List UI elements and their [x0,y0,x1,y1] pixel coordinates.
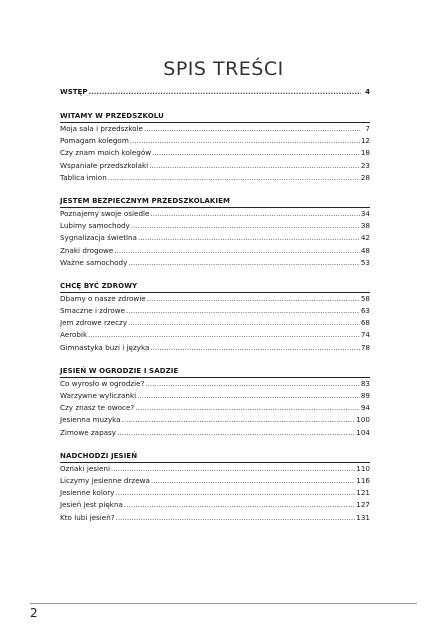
toc-entry-page: 94 [360,403,370,413]
toc-entry[interactable] [60,208,370,220]
toc-entry[interactable] [60,293,370,305]
toc-entry-label: Jesienna muzyka [60,415,121,425]
toc-entry-label: Poznajemy swoje osiedle [60,208,150,218]
toc-entry[interactable] [60,414,370,426]
toc-entry[interactable] [60,378,370,390]
dot-leader [117,427,355,439]
toc-entry-page: 89 [360,391,370,400]
toc-entry[interactable] [60,487,370,499]
toc-entry[interactable] [60,172,370,184]
toc-entry[interactable] [60,499,370,511]
section-heading: JESIEŃ W OGRODZIE I SADZIE [60,367,370,378]
dot-leader [138,232,360,244]
toc-entry-label: Oznaki jesieni [60,463,110,473]
toc-entry-page: 100 [356,415,370,425]
footer-divider [30,603,417,604]
dot-leader [114,245,359,257]
table-of-contents [60,85,370,524]
toc-entry-label: Liczymy jesienne drzewa [60,475,150,485]
toc-entry-page: 83 [360,378,370,388]
dot-leader [145,378,359,390]
toc-entry[interactable] [60,160,370,172]
dot-leader [88,85,361,99]
toc-entry-page: 58 [360,293,370,303]
dot-leader [131,220,360,232]
toc-entry-label: Czy znasz te owoce? [60,403,135,413]
toc-entry-page: 116 [356,475,370,485]
toc-entry-label: WSTĘP [60,88,88,96]
toc-entry-intro[interactable] [60,85,370,99]
dot-leader [137,390,360,402]
toc-entry[interactable] [60,135,370,147]
toc-entry[interactable] [60,305,370,317]
page-number: 2 [30,606,38,620]
toc-entry-page: 4 [365,88,370,96]
toc-entry[interactable] [60,390,370,402]
toc-entry-label: Jem zdrowe rzeczy [60,318,128,328]
dot-leader [135,402,360,414]
toc-entry-label: Lubimy samochody [60,221,130,231]
toc-entry[interactable] [60,245,370,257]
toc-entry-label: Jesienne kolory [60,488,115,498]
toc-entry[interactable] [60,123,370,135]
toc-entry-page: 48 [360,245,370,255]
dot-leader [115,487,355,499]
section-heading: CHCĘ BYĆ ZDROWY [60,282,370,293]
toc-entry-page: 127 [356,500,370,510]
dot-leader [144,123,361,135]
section-heading: NADCHODZI JESIEŃ [60,452,370,463]
toc-entry-label: Pomagam kolegom [60,136,129,146]
toc-entry-page: 28 [360,172,370,182]
dot-leader [108,172,360,184]
toc-entry-label: Dbamy o nasze zdrowie [60,293,146,303]
dot-leader [128,317,360,329]
toc-entry-page: 63 [360,306,370,316]
toc-entry-page: 38 [360,221,370,231]
section-heading: JESTEM BEZPIECZNYM PRZEDSZKOLAKIEM [60,197,370,208]
dot-leader [88,329,360,341]
toc-entry-page: 34 [360,208,370,218]
toc-entry[interactable] [60,427,370,439]
toc-entry-page: 104 [356,427,370,437]
toc-entry[interactable] [60,317,370,329]
toc-entry[interactable] [60,475,370,487]
toc-entry-page: 23 [360,160,370,170]
toc-entry-label: Smaczne i zdrowe [60,306,126,316]
dot-leader [128,257,359,269]
section-heading: WITAMY W PRZEDSZKOLU [60,112,370,123]
toc-entry-label: Ważne samochody [60,257,128,267]
toc-entry[interactable] [60,512,370,524]
toc-entry-label: Jesień jest piękna [60,500,123,510]
toc-entry-label: Wspaniałe przedszkolaki [60,160,149,170]
dot-leader [116,512,356,524]
toc-entry-label: Sygnalizacja świetlna [60,233,137,243]
toc-entry-label: Co wyrosło w ogrodzie? [60,378,145,388]
toc-entry-page: 68 [360,318,370,328]
toc-entry-label: Zimowe zapasy [60,427,117,437]
toc-entry-page: 53 [360,257,370,267]
toc-entry-label: Gimnastyka buzi i języka [60,342,150,352]
dot-leader [122,414,356,426]
toc-entry-page: 121 [356,488,370,498]
dot-leader [111,463,355,475]
toc-entry-page: 18 [360,148,370,158]
toc-entry[interactable] [60,257,370,269]
toc-entry-page: 7 [365,124,370,133]
toc-entry-page: 110 [356,463,370,473]
dot-leader [130,135,360,147]
toc-entry-page: 74 [360,330,370,340]
toc-entry[interactable] [60,342,370,354]
toc-entry[interactable] [60,232,370,244]
dot-leader [147,293,360,305]
toc-entry-page: 42 [360,233,370,243]
toc-entry-label: Kto lubi jesień? [60,512,115,522]
toc-entry[interactable] [60,329,370,341]
toc-entry[interactable] [60,220,370,232]
dot-leader [152,147,360,159]
toc-entry-label: Aerobik [60,330,88,340]
toc-entry[interactable] [60,463,370,475]
page-title: SPIS TREŚCI [163,58,284,80]
toc-entry-label: Tablica imion [60,172,107,182]
dot-leader [124,499,355,511]
toc-entry-label: Warzywne wyliczanki [60,391,137,400]
toc-entry[interactable] [60,147,370,159]
toc-entry-label: Czy znam moich kolegów [60,148,152,158]
dot-leader [126,305,360,317]
dot-leader [150,208,359,220]
toc-entry-page: 131 [356,512,370,522]
toc-entry-page: 78 [360,342,370,352]
toc-entry-label: Moja sala i przedszkole [60,124,143,133]
toc-entry-page: 12 [360,136,370,146]
dot-leader [151,475,355,487]
toc-entry-label: Znaki drogowe [60,245,114,255]
dot-leader [149,160,360,172]
toc-entry[interactable] [60,402,370,414]
dot-leader [150,342,359,354]
